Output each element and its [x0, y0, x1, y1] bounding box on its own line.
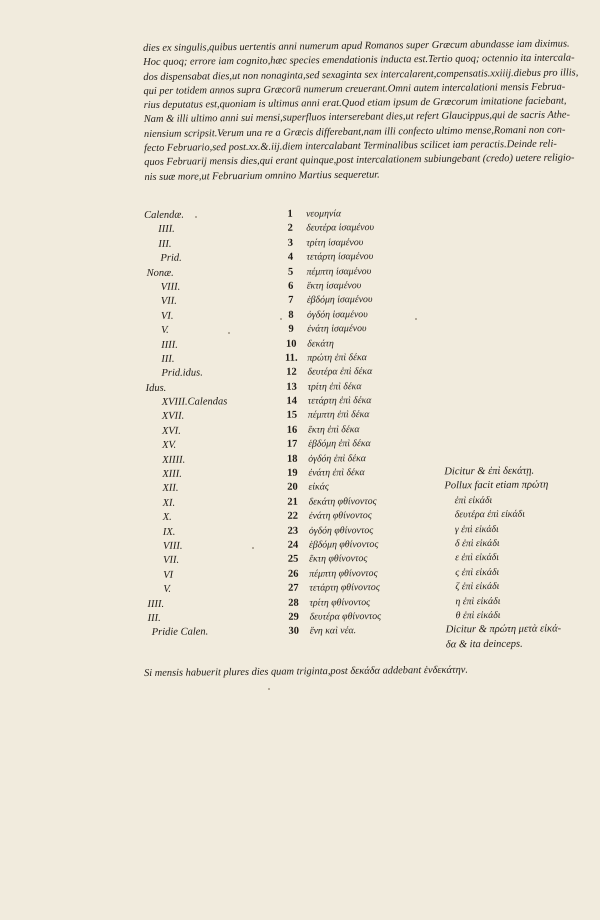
day-number: 12 — [286, 366, 297, 379]
roman-date: XVI. — [161, 425, 181, 437]
roman-date: XII. — [162, 483, 179, 495]
day-number: 22 — [287, 510, 298, 522]
roman-date: XI. — [162, 497, 176, 509]
roman-date: VII. — [163, 555, 180, 567]
roman-date: XVII. — [161, 411, 185, 423]
roman-date: III. — [147, 612, 161, 624]
greek-day-name: δευτέρα ἐπὶ δέκα — [307, 366, 373, 378]
roman-date: XV. — [162, 439, 177, 452]
alt-greek-name: θ ἐπὶ εἰκάδι — [455, 609, 501, 622]
day-number: 5 — [287, 266, 294, 278]
day-number: 19 — [287, 467, 298, 479]
roman-date: Pridie Calen. — [151, 626, 209, 639]
greek-day-name: τετάρτη ἱσαμένου — [306, 251, 374, 263]
roman-date: IIII. — [161, 339, 178, 351]
day-number: 26 — [287, 568, 299, 580]
paragraph-line: qui per totidem annos supra Græcorū numerum creuerant.Omni autem intercalationi mensis Februa- — [143, 81, 566, 97]
greek-day-name: τετάρτη ἐπὶ δέκα — [307, 395, 372, 407]
day-number: 16 — [286, 424, 298, 436]
greek-day-name: δεκάτη — [307, 337, 334, 350]
greek-day-name: ἑβδόμη ἱσαμένου — [306, 294, 373, 306]
paragraph-line: fecto Februario,sed post.xx.&.iij.diem intercalabant Terminalibus scilicet iam peractis.Deinde reli- — [144, 138, 557, 155]
day-number: 10 — [285, 338, 297, 350]
roman-date: X. — [162, 511, 172, 524]
day-number: 11. — [284, 352, 298, 364]
alt-greek-name: ζ ἐπὶ εἰκάδι — [455, 581, 500, 593]
greek-day-name: πέμπτη ἱσαμένου — [306, 265, 372, 278]
paragraph-line: dos dispensabat dies,ut non nonaginta,sed sexaginta sex intercalarent,compensatis.xxiiij.diebus pro illis, — [143, 67, 579, 83]
footer-line: Si mensis habuerit plures dies quam triginta,post δεκάδα addebant ἑνδεκάτην. — [144, 664, 469, 679]
roman-date: VI — [163, 569, 174, 581]
day-number: 1 — [287, 208, 293, 220]
greek-day-name: ἕκτη ἐπὶ δέκα — [307, 423, 360, 436]
ink-speck — [195, 216, 197, 218]
ink-speck — [268, 688, 270, 690]
roman-date: IIII. — [147, 598, 165, 610]
roman-date: XIII. — [162, 468, 182, 480]
ink-speck — [280, 318, 282, 320]
day-number: 6 — [288, 280, 294, 292]
greek-day-name: ἐνάτη φθίνοντος — [308, 510, 372, 522]
greek-day-name: πρώτη ἐπὶ δέκα — [307, 351, 367, 364]
greek-day-name: ἐνάτη ἱσαμένου — [307, 323, 367, 335]
day-number: 17 — [286, 438, 298, 451]
day-number: 20 — [287, 482, 298, 494]
day-number: 14 — [286, 395, 297, 407]
greek-day-name: πέμπτη ἐπὶ δέκα — [307, 409, 370, 422]
greek-day-name: ἕκτη φθίνοντος — [309, 553, 368, 565]
calendar-row — [148, 637, 578, 655]
alt-greek-name: ε ἐπὶ εἰκάδι — [455, 552, 500, 564]
roman-date: V. — [161, 324, 169, 336]
roman-date: III. — [158, 238, 172, 250]
day-number: 9 — [288, 323, 294, 335]
greek-day-name: τρίτη φθίνοντος — [309, 596, 371, 609]
day-number: 7 — [288, 295, 294, 307]
roman-date: Prid.idus. — [161, 367, 203, 380]
roman-date: XVIII.Calendas — [161, 396, 228, 408]
paragraph-line: niensium scripsit.Verum una re a Græcis differebant,nam illi confecto ultimo mense,Romani non con- — [143, 124, 566, 140]
greek-day-name: τρίτη ἱσαμένου — [306, 236, 364, 249]
greek-day-name: δευτέρα ἱσαμένου — [306, 222, 375, 234]
day-number: 28 — [288, 597, 299, 609]
roman-date: VIII. — [162, 540, 183, 552]
roman-date: VIII. — [160, 281, 181, 293]
note-text: Dicitur & πρώτη μετὰ εἰκά- — [445, 623, 562, 636]
roman-date: Idus. — [145, 382, 167, 394]
day-number: 4 — [287, 251, 294, 263]
greek-day-name: ὀγδόη φθίνοντος — [308, 524, 374, 537]
day-number: 18 — [286, 453, 298, 465]
day-number: 8 — [288, 309, 294, 321]
greek-day-name: ἐνάτη ἐπὶ δέκα — [308, 467, 365, 479]
greek-day-name: ὀγδόη ἐπὶ δέκα — [308, 452, 366, 465]
greek-day-name: πέμπτη φθίνοντος — [309, 567, 378, 580]
day-number: 27 — [288, 582, 299, 594]
intro-paragraph — [143, 38, 579, 185]
roman-date: Prid. — [160, 252, 182, 265]
paragraph-line: dies ex singulis,quibus uertentis anni numerum apud Romanos super Græcum abundasse iam diximus. — [143, 38, 570, 54]
alt-greek-name: δευτέρα ἐπὶ εἰκάδι — [454, 508, 525, 521]
day-number: 21 — [287, 496, 298, 508]
greek-day-name: ὀγδόη ἱσαμένου — [306, 308, 368, 321]
day-number: 2 — [287, 223, 293, 235]
day-number: 13 — [286, 381, 297, 393]
roman-date: Calendæ. — [144, 209, 185, 221]
day-number: 25 — [287, 554, 299, 566]
roman-date: VI. — [160, 310, 174, 322]
greek-day-name: τρίτη ἐπὶ δέκα — [307, 380, 362, 393]
note-text: Dicitur & ἐπὶ δεκάτῃ. — [444, 465, 535, 478]
greek-day-name: ἕκτη ἱσαμένου — [306, 280, 362, 292]
greek-day-name: νεομηνία — [306, 208, 342, 220]
alt-greek-name: ς ἐπὶ εἰκάδι — [455, 566, 500, 579]
greek-day-name: δευτέρα φθίνοντος — [309, 610, 382, 623]
day-number: 3 — [287, 237, 293, 249]
greek-day-name: ἕνη καὶ νέα. — [309, 625, 357, 637]
roman-date: III. — [161, 353, 175, 365]
roman-date: IX. — [162, 526, 176, 538]
ink-speck — [252, 547, 254, 549]
alt-greek-name: γ ἐπὶ εἰκάδι — [454, 523, 499, 535]
roman-date: Nonæ. — [146, 267, 174, 279]
greek-day-name: ἑβδόμη ἐπὶ δέκα — [308, 438, 371, 450]
day-number: 15 — [286, 410, 298, 422]
roman-date: XIIII. — [162, 454, 186, 466]
calendar-table — [144, 205, 578, 655]
day-number: 23 — [287, 525, 299, 537]
note-text: δα & ita deinceps. — [445, 638, 523, 651]
greek-day-name: τετάρτη φθίνοντος — [309, 582, 380, 594]
paragraph-line: Hoc quoq; errore iam cognito,hæc species emendationis inducta est.Tertio quoq; octennio ita intercala- — [143, 52, 575, 69]
day-number: 24 — [287, 539, 299, 551]
roman-date: IIII. — [158, 224, 175, 236]
greek-day-name: ἑβδόμη φθίνοντος — [308, 538, 379, 551]
paragraph-line: rius deputatus est,quoniam is ultimus anni erat.Quod etiam ipsum de Græcorum imitatione faciebant, — [143, 95, 567, 112]
roman-date: VII. — [160, 296, 177, 308]
alt-greek-name: δ ἐπὶ εἰκάδι — [454, 537, 500, 550]
greek-day-name: εἰκάς — [308, 481, 329, 493]
day-number: 29 — [288, 611, 299, 623]
paragraph-line: quos Februarij mensis dies,qui erant quinque,post intercalationem subiungebant (credo) uetere religio- — [144, 152, 575, 169]
paragraph-line: Nam & illi ultimo anni sui mensi,superfluos interserebant dies,ut refert Glaucippus,qui de sacris Athe- — [143, 110, 571, 126]
day-number: 30 — [288, 625, 299, 638]
ink-speck — [415, 318, 417, 320]
alt-greek-name: ἐπὶ εἰκάδι — [454, 494, 493, 507]
ink-speck — [228, 332, 230, 334]
paragraph-line: nis suæ more,ut Februarium omnino Martius sequeretur. — [144, 169, 380, 183]
greek-day-name: δεκάτη φθίνοντος — [308, 495, 377, 508]
note-text: Pollux facit etiam πρώτη — [444, 479, 549, 492]
alt-greek-name: η ἐπὶ εἰκάδι — [455, 595, 501, 607]
roman-date: V. — [163, 583, 172, 596]
